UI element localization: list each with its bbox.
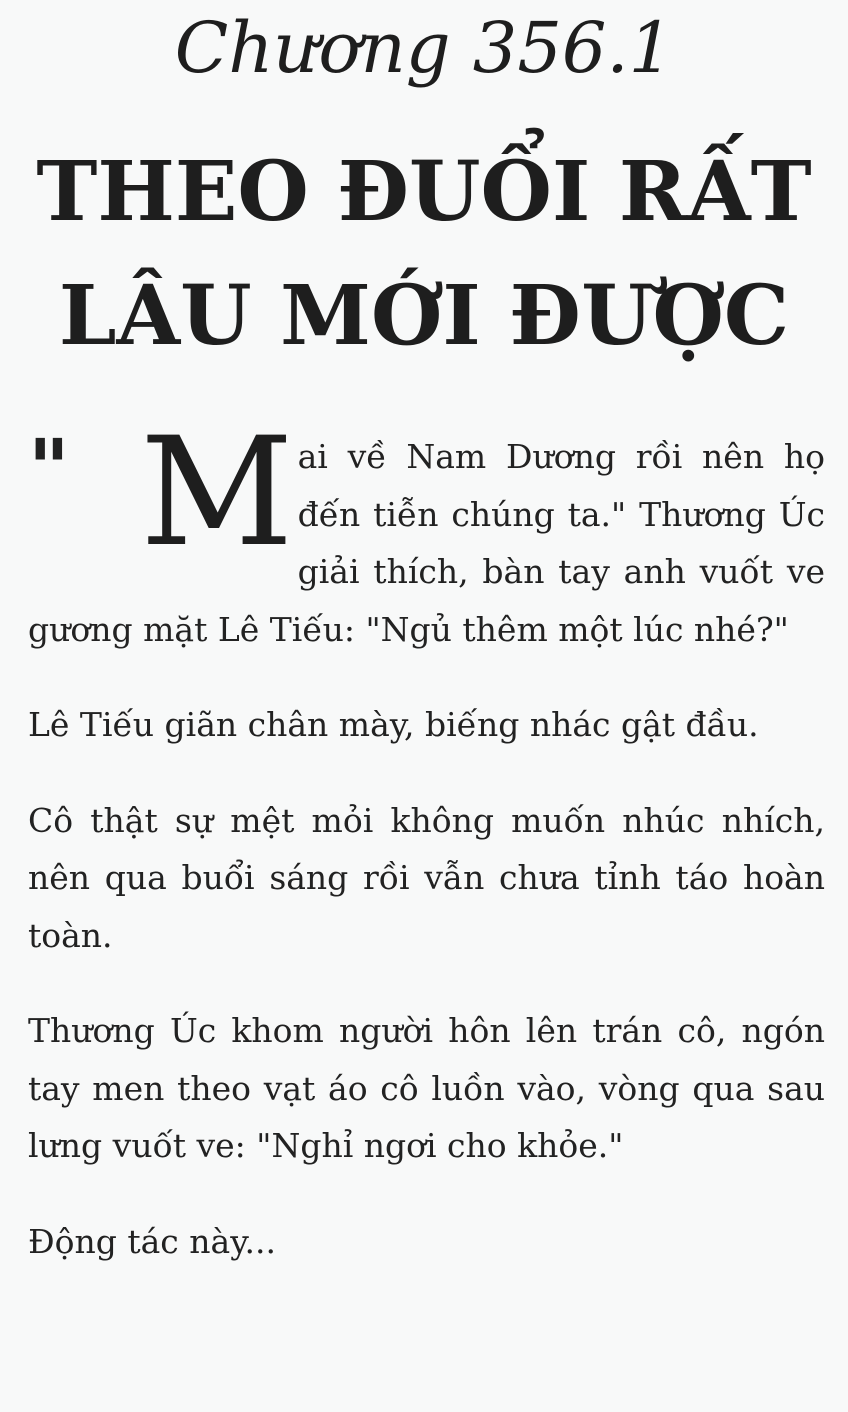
drop-cap-letter: M: [140, 406, 294, 580]
chapter-body: [28, 406, 825, 1308]
paragraph-3: Cô thật sự mệt mỏi không muốn nhúc nhích, nên qua buổi sáng rồi vẫn chưa tỉnh táo hoàn toàn.: [28, 800, 825, 955]
paragraph-1: [28, 406, 825, 658]
paragraph-2: Lê Tiếu giãn chân mày, biếng nhác gật đầu.: [28, 705, 759, 744]
chapter-title: THEO ĐUỔI RẤT LÂU MỚI ĐƯỢC: [36, 144, 812, 364]
paragraph-4: Thương Úc khom người hôn lên trán cô, ngón tay men theo vạt áo cô luồn vào, vòng qua sau lưng vuốt ve: "Nghỉ ngơi cho khỏe.": [28, 1011, 825, 1165]
paragraph-1-text: ai về Nam Dương rồi nên họ đến tiễn chúng ta." Thương Úc giải thích, bàn tay anh vuốt ve gương mặt Lê Tiếu: "Ngủ thêm một lúc nhé?": [28, 437, 825, 649]
paragraph-5: Động tác này...: [28, 1221, 276, 1261]
chapter-number: Chương 356.1: [174, 7, 674, 89]
opening-quote-mark: ": [28, 421, 70, 515]
